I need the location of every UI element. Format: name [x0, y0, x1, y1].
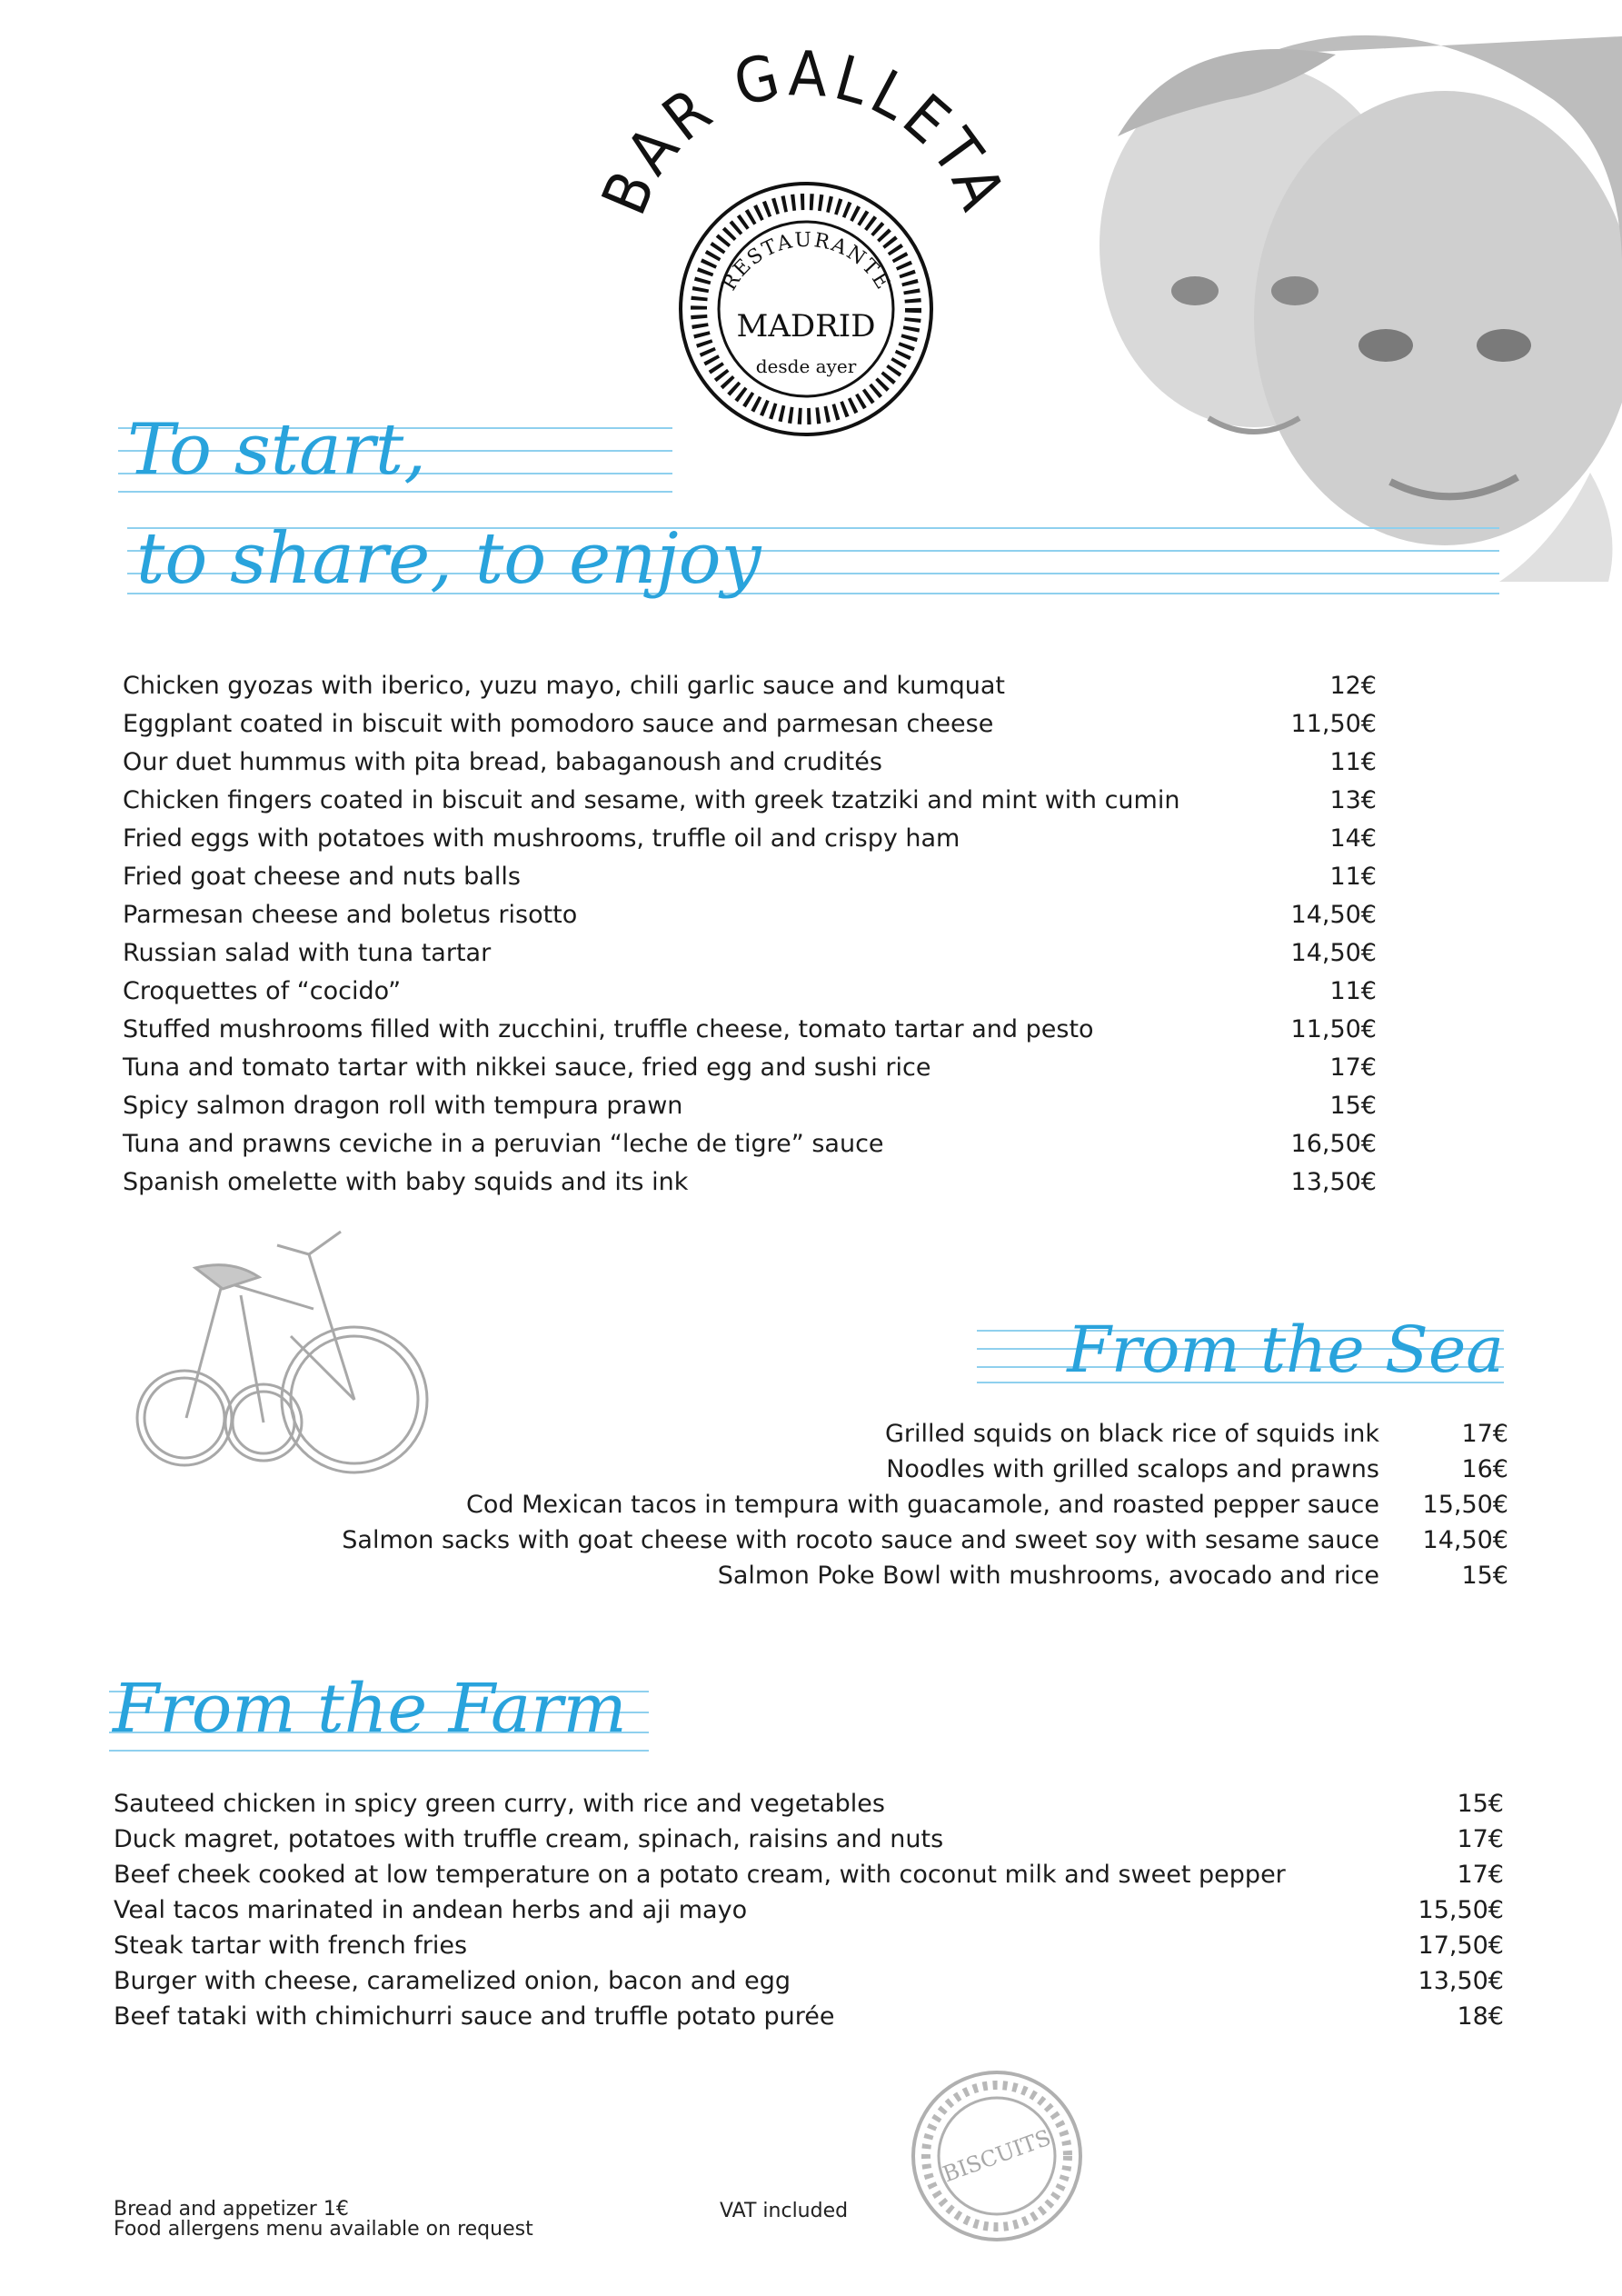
- item-price: 18€: [1457, 2002, 1504, 2031]
- item-price: 16,50€: [1290, 1130, 1377, 1158]
- logo-title: BAR GALLETA: [591, 38, 1018, 225]
- item-name: Cod Mexican tacos in tempura with guacamole, and roasted pepper sauce: [466, 1491, 1379, 1519]
- menu-item: [123, 973, 1377, 1011]
- menu-item: [273, 1558, 1508, 1593]
- item-name: Eggplant coated in biscuit with pomodoro sauce and parmesan cheese: [123, 710, 994, 738]
- item-price: 13,50€: [1290, 1168, 1377, 1196]
- children-faces-illustration: [1045, 18, 1622, 582]
- item-name: Duck magret, potatoes with truffle cream, spinach, raisins and nuts: [114, 1825, 944, 1853]
- menu-item: [123, 1087, 1377, 1125]
- item-price: 14,50€: [1290, 939, 1377, 967]
- item-name: Grilled squids on black rice of squids ink: [884, 1420, 1379, 1448]
- menu-item: [114, 1822, 1504, 1857]
- item-name: Tuna and tomato tartar with nikkei sauce, fried egg and sushi rice: [123, 1053, 931, 1082]
- logo-ring-text: RESTAURANTE: [718, 228, 895, 295]
- item-price: 11€: [1329, 977, 1377, 1005]
- item-price: 17€: [1457, 1861, 1504, 1889]
- item-name: Salmon sacks with goat cheese with rocoto sauce and sweet soy with sesame sauce: [342, 1526, 1379, 1554]
- start-menu-list: [123, 667, 1377, 1202]
- item-price: 14€: [1329, 824, 1377, 853]
- menu-item: [123, 1163, 1377, 1202]
- item-name: Burger with cheese, caramelized onion, bacon and egg: [114, 1967, 791, 1995]
- item-price: 13€: [1329, 786, 1377, 814]
- item-name: Russian salad with tuna tartar: [123, 939, 492, 967]
- menu-item: [123, 934, 1377, 973]
- start-title-line1: To start,: [118, 400, 672, 500]
- item-name: Beef cheek cooked at low temperature on a potato cream, with coconut milk and sweet pepper: [114, 1861, 1286, 1889]
- restaurant-logo: [591, 36, 1018, 436]
- item-name: Fried goat cheese and nuts balls: [123, 863, 521, 891]
- menu-item: [123, 744, 1377, 782]
- item-name: Tuna and prawns ceviche in a peruvian “leche de tigre” sauce: [123, 1130, 884, 1158]
- menu-item: [114, 1786, 1504, 1822]
- menu-item: [114, 1963, 1504, 1999]
- footer-allergens-note: Food allergens menu available on request: [114, 2218, 533, 2241]
- item-price: 15€: [1457, 1790, 1504, 1818]
- item-name: Steak tartar with french fries: [114, 1932, 468, 1960]
- menu-item: [273, 1522, 1508, 1558]
- svg-text:RESTAURANTE: [718, 229, 894, 294]
- item-price: 16€: [1461, 1455, 1508, 1483]
- menu-item: [114, 1928, 1504, 1963]
- sea-menu-list: [273, 1416, 1508, 1593]
- sea-section-title: From the Sea: [977, 1307, 1504, 1393]
- item-price: 11,50€: [1290, 710, 1377, 738]
- menu-item: [114, 1857, 1504, 1892]
- item-name: Spicy salmon dragon roll with tempura prawn: [123, 1092, 683, 1120]
- farm-menu-list: [114, 1786, 1504, 2034]
- logo-city: MADRID: [736, 308, 876, 344]
- item-price: 15€: [1461, 1562, 1508, 1590]
- item-price: 11€: [1329, 863, 1377, 891]
- footer-vat-note: VAT included: [720, 2200, 849, 2222]
- item-price: 17€: [1461, 1420, 1508, 1448]
- item-price: 15,50€: [1418, 1896, 1504, 1924]
- menu-item: [273, 1487, 1508, 1522]
- biscuit-stamp-text: BISCUITS: [939, 2124, 1055, 2188]
- item-name: Veal tacos marinated in andean herbs and aji mayo: [114, 1896, 748, 1924]
- item-name: Chicken fingers coated in biscuit and sesame, with greek tzatziki and mint with cumin: [123, 786, 1180, 814]
- item-price: 15€: [1329, 1092, 1377, 1120]
- farm-section-title: From the Farm: [109, 1659, 649, 1759]
- menu-item: [123, 820, 1377, 858]
- menu-item: [123, 1011, 1377, 1049]
- item-price: 15,50€: [1422, 1491, 1508, 1519]
- menu-item: [123, 1125, 1377, 1163]
- menu-item: [114, 1892, 1504, 1928]
- menu-item: [123, 1049, 1377, 1087]
- start-title-line2: to share, to enjoy: [127, 509, 1499, 609]
- menu-item: [123, 896, 1377, 934]
- item-price: 14,50€: [1422, 1526, 1508, 1554]
- item-name: Our duet hummus with pita bread, babaganoush and crudités: [123, 748, 882, 776]
- item-name: Beef tataki with chimichurri sauce and truffle potato purée: [114, 2002, 835, 2031]
- menu-item: [123, 782, 1377, 820]
- item-price: 11,50€: [1290, 1015, 1377, 1043]
- item-price: 12€: [1329, 672, 1377, 700]
- item-name: Parmesan cheese and boletus risotto: [123, 901, 578, 929]
- item-price: 17,50€: [1418, 1932, 1504, 1960]
- footer-bread-note: Bread and appetizer 1€: [114, 2198, 349, 2221]
- item-price: 17€: [1329, 1053, 1377, 1082]
- item-name: Noodles with grilled scalops and prawns: [886, 1455, 1379, 1483]
- menu-item: [273, 1452, 1508, 1487]
- item-name: Spanish omelette with baby squids and its ink: [123, 1168, 689, 1196]
- menu-item: [273, 1416, 1508, 1452]
- menu-item: [123, 667, 1377, 705]
- item-name: Chicken gyozas with iberico, yuzu mayo, chili garlic sauce and kumquat: [123, 672, 1006, 700]
- item-name: Salmon Poke Bowl with mushrooms, avocado and rice: [717, 1562, 1379, 1590]
- item-name: Sauteed chicken in spicy green curry, with rice and vegetables: [114, 1790, 885, 1818]
- item-name: Stuffed mushrooms filled with zucchini, truffle cheese, tomato tartar and pesto: [123, 1015, 1094, 1043]
- item-price: 14,50€: [1290, 901, 1377, 929]
- menu-item: [123, 705, 1377, 744]
- item-price: 17€: [1457, 1825, 1504, 1853]
- biscuit-stamp-illustration: [909, 2068, 1086, 2245]
- item-price: 13,50€: [1418, 1967, 1504, 1995]
- menu-item: [123, 858, 1377, 896]
- item-name: Croquettes of “cocido”: [123, 977, 402, 1005]
- item-price: 11€: [1329, 748, 1377, 776]
- menu-item: [114, 1999, 1504, 2034]
- item-name: Fried eggs with potatoes with mushrooms, truffle oil and crispy ham: [123, 824, 960, 853]
- logo-tagline: desde ayer: [755, 355, 857, 377]
